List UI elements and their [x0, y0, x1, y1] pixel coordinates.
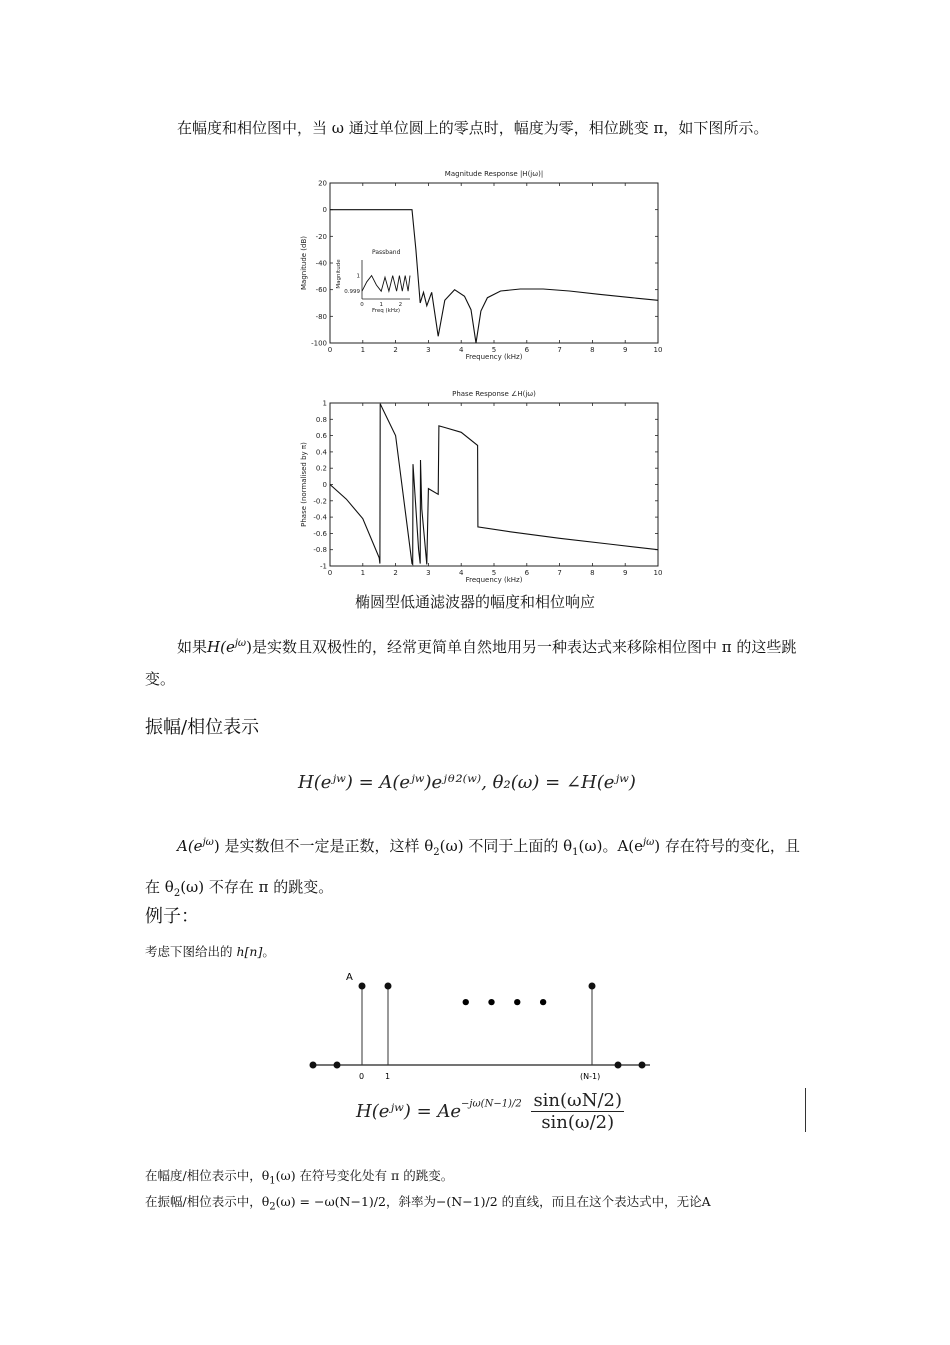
- inset-x-tick-label: 2: [398, 302, 403, 308]
- x-tick-label: 9: [622, 569, 628, 577]
- y-tick-label: 0: [322, 206, 327, 215]
- x-tick-label: 7: [557, 569, 562, 577]
- x-tick-label: 4: [458, 569, 464, 577]
- x-tick-label: 3: [426, 346, 431, 354]
- stem-point-zero: [310, 1062, 317, 1069]
- y-tick-label: -20: [315, 232, 327, 241]
- paragraph-real-bipolar: [145, 628, 810, 695]
- x-tick-label: 0: [327, 346, 333, 354]
- paragraph-consider-hn: [145, 940, 810, 964]
- paragraph-a-real: [145, 826, 810, 911]
- math-sub: 2: [269, 1201, 276, 1213]
- y-tick-label: 0.4: [315, 448, 327, 457]
- x-tick-label: 2: [393, 346, 398, 354]
- x-tick-label: 7: [557, 346, 562, 354]
- math-sub: 1: [269, 1175, 276, 1187]
- intro-paragraph: 在幅度和相位图中，当 ω 通过单位圆上的零点时，幅度为零，相位跳变 π，如下图所示。: [177, 119, 769, 137]
- x-tick-label: 2: [393, 569, 398, 577]
- math-sup: jω: [202, 837, 214, 848]
- y-tick-label: -1: [320, 562, 327, 571]
- text-segment: (ω) 不同于上面的 θ: [439, 837, 573, 855]
- chart-title: Phase Response ∠H(jω): [452, 390, 536, 398]
- figure-caption: 椭圆型低通滤波器的幅度和相位响应: [354, 593, 595, 611]
- inset-y-tick-label: 0.999: [344, 289, 360, 296]
- inset-x-tick-label: 0: [360, 302, 364, 308]
- paragraph-theta2: [145, 1190, 810, 1220]
- y-tick-label: 0.8: [315, 415, 327, 424]
- y-tick-label: -0.4: [313, 513, 327, 522]
- y-tick-label: 20: [318, 179, 327, 188]
- x-tick-label: 8: [590, 346, 595, 354]
- text-segment: )是实数且双极性的，经常更简单自然地用另一种表达式来移除相位图中 π 的这些跳变。: [145, 638, 797, 688]
- stem-point-zero: [615, 1062, 622, 1069]
- inset-y-axis-label: Magnitude: [336, 259, 342, 289]
- formula-hn-response: [356, 1090, 624, 1134]
- inset-x-tick-label: 1: [379, 302, 383, 308]
- y-tick-label: -0.2: [313, 497, 327, 506]
- math-sub: 2: [433, 847, 440, 858]
- formula-text: H(eʲʷ) = A(eʲʷ)eʲᶿ²⁽ʷ⁾, θ₂(ω) = ∠H(eʲʷ): [298, 772, 636, 793]
- y-tick-label: -0.8: [313, 546, 327, 555]
- x-tick-label: 10: [653, 346, 663, 354]
- text-segment: 在幅度/相位表示中，θ: [145, 1168, 270, 1183]
- stem-tick-label: (N-1): [580, 1072, 601, 1081]
- y-tick-label: 0.2: [315, 464, 327, 473]
- chart-title: Magnitude Response |H(jω)|: [444, 170, 544, 178]
- y-tick-label: 1: [322, 399, 327, 408]
- x-tick-label: 0: [327, 569, 333, 577]
- fraction-denominator: sin(ω/2): [541, 1112, 615, 1133]
- series-line: [330, 404, 658, 565]
- x-tick-label: 1: [360, 346, 366, 354]
- y-tick-label: -80: [315, 312, 327, 321]
- math-sub: 1: [572, 847, 579, 858]
- stem-point: [589, 983, 596, 990]
- text-segment: 。: [262, 944, 275, 959]
- text-segment: (ω) 不存在 π 的跳变。: [180, 878, 334, 896]
- chart-frame: [330, 183, 658, 343]
- formula-exponent: −jω(N−1)/2: [461, 1098, 522, 1110]
- y-axis-label: Phase (normalised by π): [300, 442, 308, 527]
- math-h: H(e: [207, 638, 235, 656]
- text-segment: (ω) 在符号变化处有 π 的跳变。: [275, 1168, 454, 1183]
- stem-amplitude-label: A: [346, 972, 353, 983]
- stem-ellipsis: • • • •: [460, 993, 553, 1014]
- x-tick-label: 5: [491, 569, 497, 577]
- section-heading-example: 例子：: [145, 906, 199, 927]
- x-tick-label: 4: [458, 346, 464, 354]
- stem-point-zero: [334, 1062, 341, 1069]
- magnitude-response-chart: [290, 163, 675, 363]
- formula-lhs: H(eʲʷ) = Ae: [356, 1101, 462, 1122]
- text-segment: ) 是实数但不一定是正数，这样 θ: [213, 837, 434, 855]
- inset-title: Passband: [372, 249, 401, 256]
- x-tick-label: 10: [653, 569, 663, 577]
- y-tick-label: -40: [315, 259, 327, 268]
- x-tick-label: 6: [524, 346, 530, 354]
- x-tick-label: 8: [590, 569, 595, 577]
- text-segment: A(e: [177, 837, 203, 855]
- math-sub: 2: [173, 888, 181, 899]
- inset-y-tick-label: 1: [356, 273, 360, 280]
- hn-stem-plot: [300, 962, 660, 1087]
- math-sup: jω: [643, 837, 655, 848]
- x-tick-label: 3: [426, 569, 431, 577]
- stem-point: [385, 983, 392, 990]
- chart-frame: [330, 403, 658, 566]
- y-tick-label: -100: [311, 339, 327, 348]
- inset-series-line: [362, 276, 410, 292]
- text-segment: (ω) = −ω(N−1)/2，斜率为−(N−1)/2 的直线，而且在这个表达式中，无论A: [275, 1194, 711, 1209]
- phase-response-chart: [290, 386, 675, 586]
- y-tick-label: 0.6: [315, 432, 327, 441]
- math-sup: jω: [234, 638, 247, 649]
- x-axis-label: Frequency (kHz): [465, 353, 523, 361]
- y-tick-label: -0.6: [313, 529, 327, 538]
- text-segment: 如果: [177, 638, 208, 656]
- formula-fraction: [531, 1090, 624, 1133]
- text-segment: 考虑下图给出的: [145, 944, 237, 959]
- inset-x-axis-label: Freq (kHz): [371, 308, 401, 314]
- stem-point-zero: [639, 1062, 646, 1069]
- formula-amplitude-phase: [298, 772, 636, 793]
- text-segment: ) 存在符号的变化，且在 θ: [145, 837, 800, 896]
- math-hn: h[n]: [236, 944, 263, 959]
- x-axis-label: Frequency (kHz): [465, 576, 523, 584]
- vertical-rule: [805, 1088, 806, 1132]
- text-segment: 在振幅/相位表示中，θ: [145, 1194, 270, 1209]
- x-tick-label: 9: [622, 346, 628, 354]
- series-line: [330, 210, 658, 343]
- text-segment: (ω)。A(e: [578, 837, 644, 855]
- stem-tick-label: 0: [359, 1072, 365, 1081]
- stem-point: [359, 983, 366, 990]
- y-tick-label: 0: [322, 481, 327, 489]
- x-tick-label: 6: [524, 569, 530, 577]
- stem-tick-label: 1: [385, 1072, 391, 1081]
- y-tick-label: -60: [315, 286, 327, 295]
- x-tick-label: 5: [491, 346, 497, 354]
- y-axis-label: Magnitude (dB): [300, 235, 308, 291]
- x-tick-label: 1: [360, 569, 366, 577]
- section-heading-amplitude-phase: 振幅/相位表示: [145, 717, 260, 738]
- fraction-numerator: sin(ωN/2): [533, 1090, 623, 1111]
